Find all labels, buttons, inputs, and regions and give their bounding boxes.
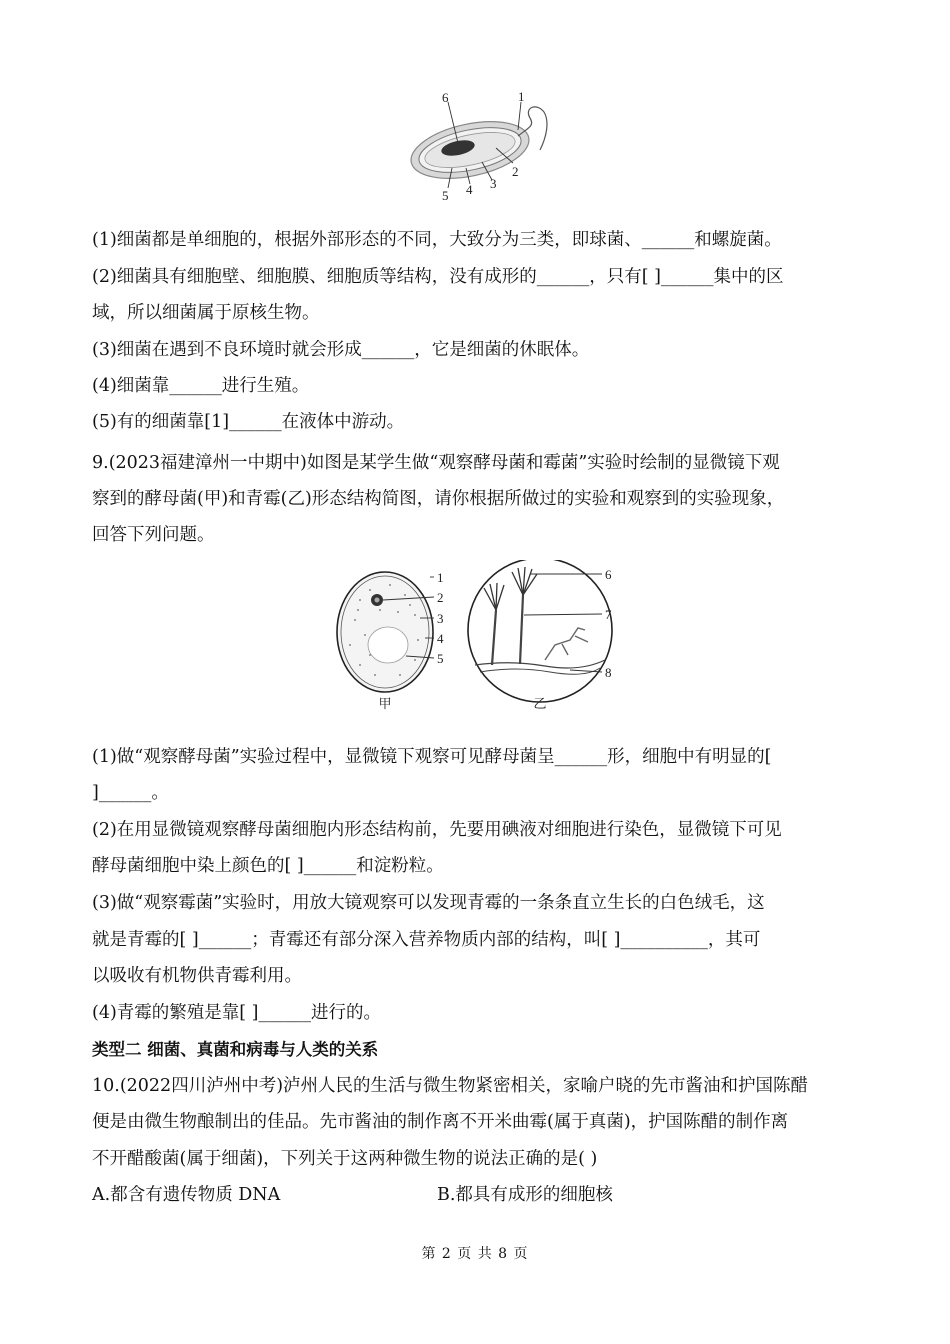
bacterium-illustration [406, 107, 547, 188]
q9-part-1-cont: ]______。 [92, 783, 169, 803]
q9-part-1: (1)做“观察酵母菌”实验过程中，显微镜下观察可见酵母菌呈______形，细胞中有明显的[ [92, 747, 772, 767]
yeast-label-4: 4 [437, 631, 444, 646]
bact-label-4: 4 [466, 182, 473, 197]
q10-stem-3: 不开醋酸菌(属于细菌)，下列关于这两种微生物的说法正确的是( ) [92, 1149, 598, 1169]
bacterium-figure [400, 88, 560, 206]
q9-part-3: (3)做“观察霉菌”实验时，用放大镜观察可以发现青霉的一条条直立生长的白色绒毛，这 [92, 893, 765, 913]
q10-stem-1: 10.(2022四川泸州中考)泸州人民的生活与微生物紧密相关，家喻户晓的先市酱油和护国陈醋 [92, 1076, 809, 1096]
yeast-cell-illustration [337, 572, 433, 692]
q9-part-3-cont-2: 以吸收有机物供青霉利用。 [92, 966, 302, 986]
yeast-label-1: 1 [437, 570, 444, 585]
bact-label-1: 1 [518, 89, 525, 104]
q8-part-4: (4)细菌靠______进行生殖。 [92, 376, 310, 396]
bact-label-2: 2 [512, 164, 519, 179]
penicillium-label-6: 6 [605, 567, 612, 582]
q9-part-3-cont: 就是青霉的[ ]______；青霉还有部分深入营养物质内部的结构，叫[ ]__________，其可 [92, 930, 761, 950]
q8-part-5: (5)有的细菌靠[1]______在液体中游动。 [92, 412, 405, 432]
q9-stem-2: 察到的酵母菌(甲)和青霉(乙)形态结构简图，请你根据所做过的实验和观察到的实验现象， [92, 489, 785, 509]
q8-part-2: (2)细菌具有细胞壁、细胞膜、细胞质等结构，没有成形的______，只有[ ]______集中的区 [92, 267, 784, 287]
penicillium-label-8: 8 [605, 665, 612, 680]
bact-label-5: 5 [442, 188, 449, 203]
q9-stem-3: 回答下列问题。 [92, 525, 215, 545]
penicillium-label-7: 7 [605, 607, 612, 622]
penicillium-illustration [468, 560, 612, 702]
q9-part-2-cont: 酵母菌细胞中染上颜色的[ ]______和淀粉粒。 [92, 856, 444, 876]
penicillium-caption: 乙 [533, 696, 547, 711]
yeast-label-2: 2 [437, 590, 444, 605]
page-footer: 第 2 页 共 8 页 [421, 1246, 529, 1262]
bact-label-3: 3 [490, 176, 497, 191]
section-heading: 类型二 细菌、真菌和病毒与人类的关系 [92, 1040, 379, 1059]
q10-stem-2: 便是由微生物酿制出的佳品。先市酱油的制作离不开米曲霉(属于真菌)，护国陈醋的制作离 [92, 1112, 789, 1132]
bact-label-6: 6 [442, 90, 449, 105]
q10-option-a[interactable]: A.都含有遗传物质 DNA [92, 1185, 281, 1205]
yeast-penicillium-figure [330, 560, 630, 715]
yeast-label-5: 5 [437, 651, 444, 666]
yeast-label-3: 3 [437, 611, 444, 626]
q10-option-b[interactable]: B.都具有成形的细胞核 [437, 1185, 613, 1205]
q8-part-2-cont: 域，所以细菌属于原核生物。 [92, 303, 320, 323]
q9-stem-1: 9.(2023福建漳州一中期中)如图是某学生做“观察酵母菌和霉菌”实验时绘制的显微镜下观 [92, 453, 780, 473]
q9-part-4: (4)青霉的繁殖是靠[ ]______进行的。 [92, 1003, 382, 1023]
q8-part-1: (1)细菌都是单细胞的，根据外部形态的不同，大致分为三类，即球菌、______和螺旋菌。 [92, 230, 782, 250]
q9-part-2: (2)在用显微镜观察酵母菌细胞内形态结构前，先要用碘液对细胞进行染色，显微镜下可见 [92, 820, 782, 840]
yeast-caption: 甲 [378, 696, 392, 711]
q8-part-3: (3)细菌在遇到不良环境时就会形成______，它是细菌的休眠体。 [92, 340, 590, 360]
